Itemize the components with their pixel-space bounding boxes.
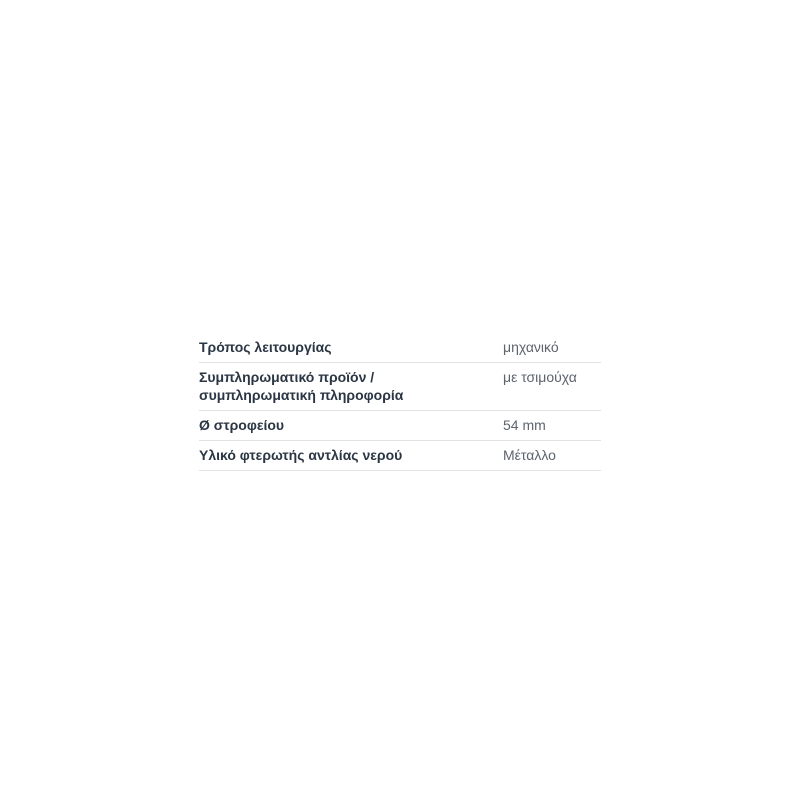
product-spec-table <box>199 333 601 471</box>
spec-row-pulley-diameter <box>199 411 601 441</box>
spec-label: Ø στροφείου <box>199 417 285 433</box>
spec-row-operating-mode <box>199 333 601 363</box>
spec-row-supplementary-info <box>199 363 601 411</box>
spec-value: 54 mm <box>503 417 546 433</box>
spec-value: με τσιμούχα <box>503 369 577 385</box>
spec-row-impeller-material <box>199 441 601 471</box>
spec-value: Μέταλλο <box>503 447 556 463</box>
spec-label: Συμπληρωματικό προϊόν / συμπληρωματική πληροφορία <box>199 369 404 403</box>
spec-label: Τρόπος λειτουργίας <box>199 339 332 355</box>
spec-label: Υλικό φτερωτής αντλίας νερού <box>199 447 403 463</box>
spec-value: μηχανικό <box>503 339 559 355</box>
